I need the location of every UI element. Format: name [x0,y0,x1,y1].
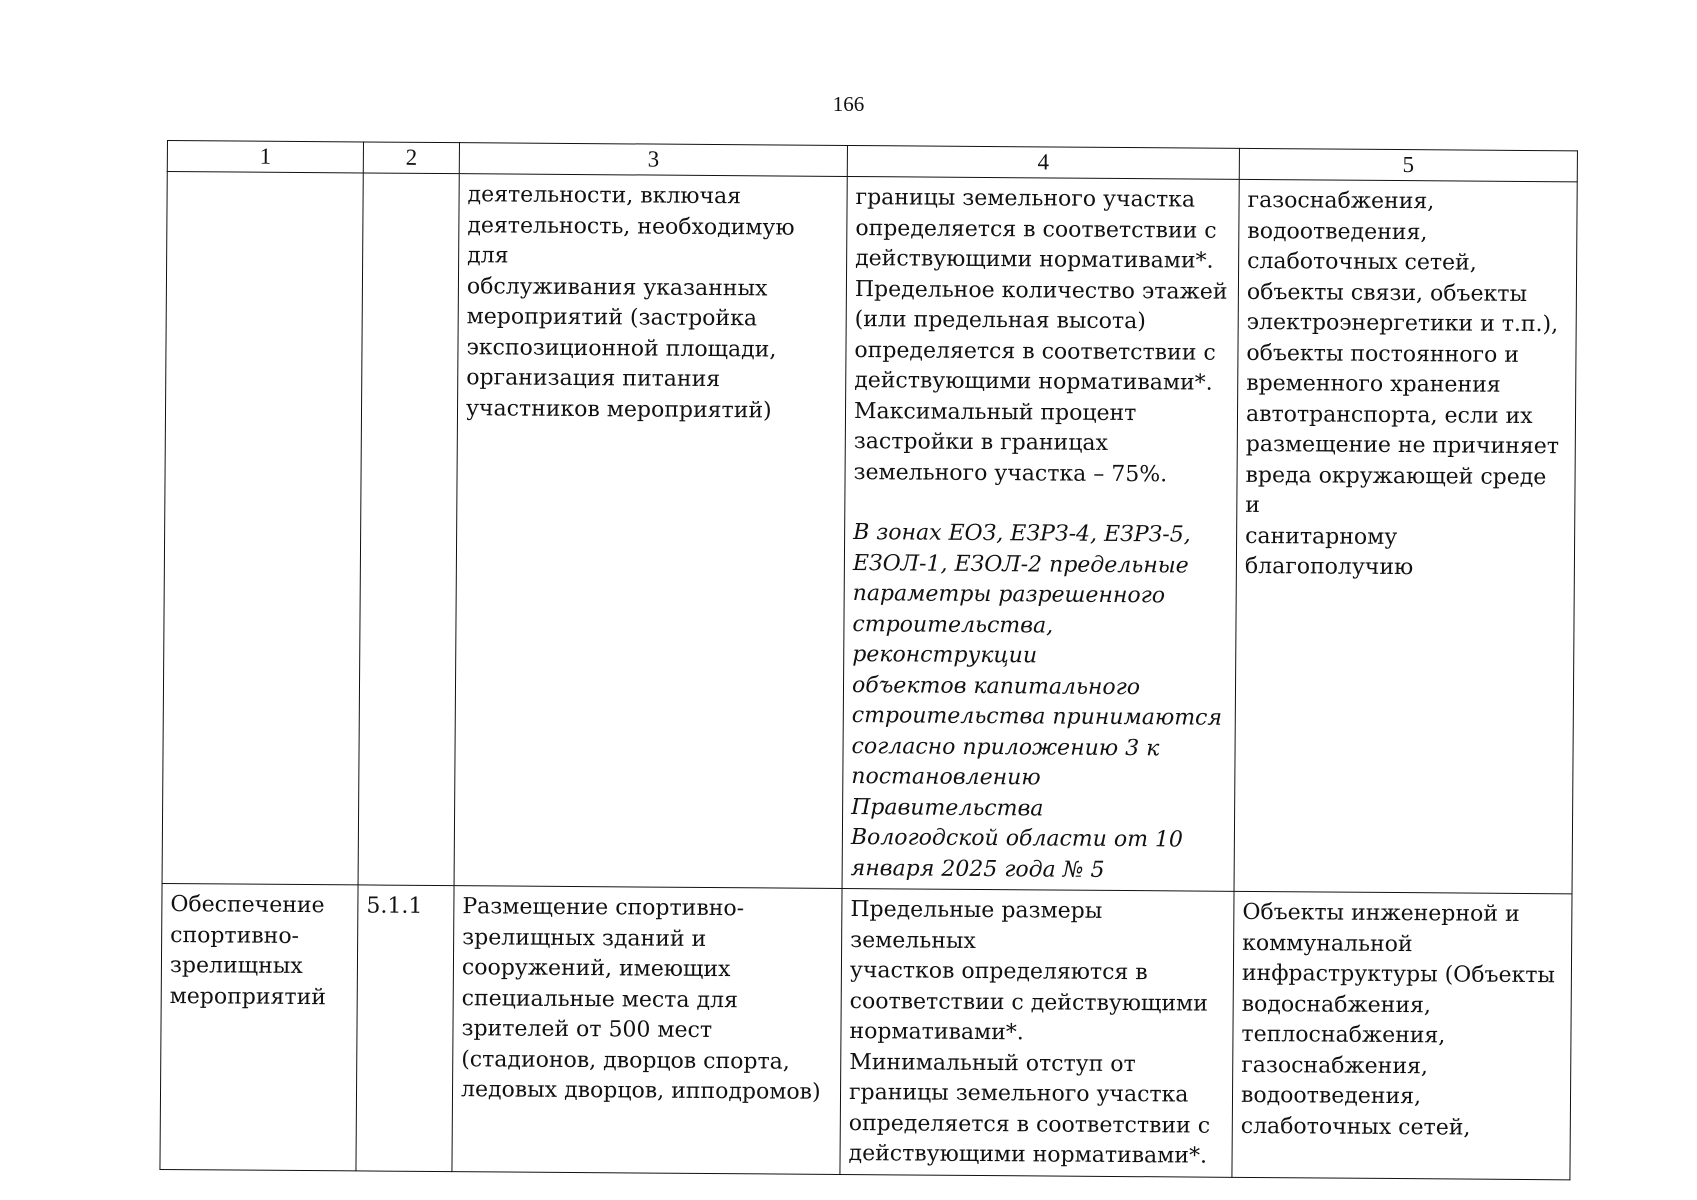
text-line: сооружений, имеющих [461,955,731,983]
cell-parameters [840,888,1234,1176]
text-line: слаботочных сетей, [1240,1113,1471,1141]
text-line: ледовых дворцов, ипподромов) [460,1077,821,1105]
text-line: инфраструктуры (Объекты [1241,960,1556,989]
cell-activity-name [160,883,358,1170]
text-line: Размещение спортивно- [462,894,745,922]
text-line: мероприятий [169,983,327,1010]
text-line: вреда окружающей среде и [1245,462,1547,519]
text-line: участков определяются в [849,958,1148,986]
text-line: специальные места для [461,985,739,1013]
column-number-1: 1 [167,141,363,173]
regulations-table [159,140,1578,1180]
text-line: застройки в границах [853,429,1109,456]
italic-text-line: января 2025 года № 5 [850,855,1105,883]
text-line: определяется в соответствии с [855,215,1217,244]
cell-activity-description [452,886,842,1174]
italic-text-line: параметры разрешенного [852,581,1166,609]
cell-parameters [842,176,1239,891]
text-line: водоотведения, [1247,218,1428,245]
italic-text-line: постановлению Правительства [851,764,1044,821]
italic-text-line: объектов капитального [851,672,1141,700]
text-line: действующими нормативами*. [854,368,1213,396]
text-line: автотранспорта, если их [1245,401,1533,429]
cell-activity-description [454,174,847,889]
page-number: 166 [832,92,865,116]
text-line: спортивно- [170,922,300,949]
activity-code: 5.1.1 [366,893,423,919]
text-line: земельного участка – 75%. [853,459,1168,487]
table-row [162,172,1577,894]
text-line: объекты связи, объекты [1246,279,1528,307]
column-number-3: 3 [459,143,847,177]
text-line: размещение не причиняет [1245,431,1560,460]
text-line: водоснабжения, [1241,991,1432,1018]
text-line: санитарному [1245,523,1398,550]
cell-activity-code [358,173,459,886]
text-line: (или предельная высота) [854,307,1146,335]
text-line: соответствии с действующими [849,988,1208,1017]
table-row [160,883,1572,1179]
italic-text-line: строительства принимаются [851,703,1223,731]
text-line: Обеспечение [170,892,325,919]
italic-text-line: ЕЗОЛ-1, ЕЗОЛ-2 предельные [852,550,1189,579]
italic-text-line: согласно приложению 3 к [851,733,1160,761]
text-line: деятельности, включая [467,182,742,210]
column-number-5: 5 [1239,148,1577,181]
text-line: газоснабжения, [1241,1052,1429,1079]
cell-auxiliary-uses [1232,891,1572,1179]
italic-text-line: строительства, реконструкции [852,611,1054,669]
text-line: обслуживания указанных [466,273,768,301]
text-line: деятельность, необходимую для [467,212,795,269]
paragraph-gap [853,488,1228,521]
column-number-4: 4 [847,145,1239,179]
column-number-2: 2 [363,142,459,174]
text-line: слаботочных сетей, [1247,248,1477,276]
text-line: Предельное количество этажей [854,276,1228,305]
text-line: (стадионов, дворцов спорта, [461,1046,790,1075]
text-line: газоснабжения, [1247,187,1435,215]
text-line: Предельные размеры земельных [850,897,1103,954]
text-line: участников мероприятий) [465,395,772,423]
text-line: благополучию [1244,553,1414,581]
text-line: действующими нормативами*. [848,1141,1208,1169]
text-line: нормативами*. [849,1019,1024,1046]
text-line: электроэнергетики и т.п.), [1246,309,1559,338]
cell-auxiliary-uses [1234,179,1577,893]
text-line: водоотведения, [1240,1082,1422,1110]
text-line: границы земельного участка [848,1080,1189,1108]
italic-text-line: Вологодской области от 10 [850,825,1184,853]
text-line: Максимальный процент [853,398,1137,426]
text-line: объекты постоянного и [1246,340,1520,368]
text-line: зрелищных [169,953,303,980]
text-line: определяется в соответствии с [854,337,1216,366]
text-line: мероприятий (застройка [466,304,758,332]
text-line: экспозиционной площади, [466,334,777,362]
text-line: действующими нормативами*. [855,246,1214,274]
cell-activity-code [356,885,454,1171]
cell-activity-name [162,172,363,885]
text-line: границы земельного участка [855,185,1196,213]
text-line: теплоснабжения, [1241,1021,1446,1049]
text-line: зрелищных зданий и [462,924,707,952]
italic-text-line: В зонах ЕОЗ, ЕЗРЗ-4, ЕЗРЗ-5, [853,520,1191,548]
text-line: определяется в соответствии с [848,1110,1211,1139]
text-line: коммунальной [1242,930,1413,957]
text-line: организация питания [466,365,721,393]
text-line: временного хранения [1246,370,1501,398]
text-line: зрителей от 500 мест [461,1016,713,1044]
text-line: Минимальный отступ от [849,1049,1136,1077]
text-line: Объекты инженерной и [1242,899,1520,927]
